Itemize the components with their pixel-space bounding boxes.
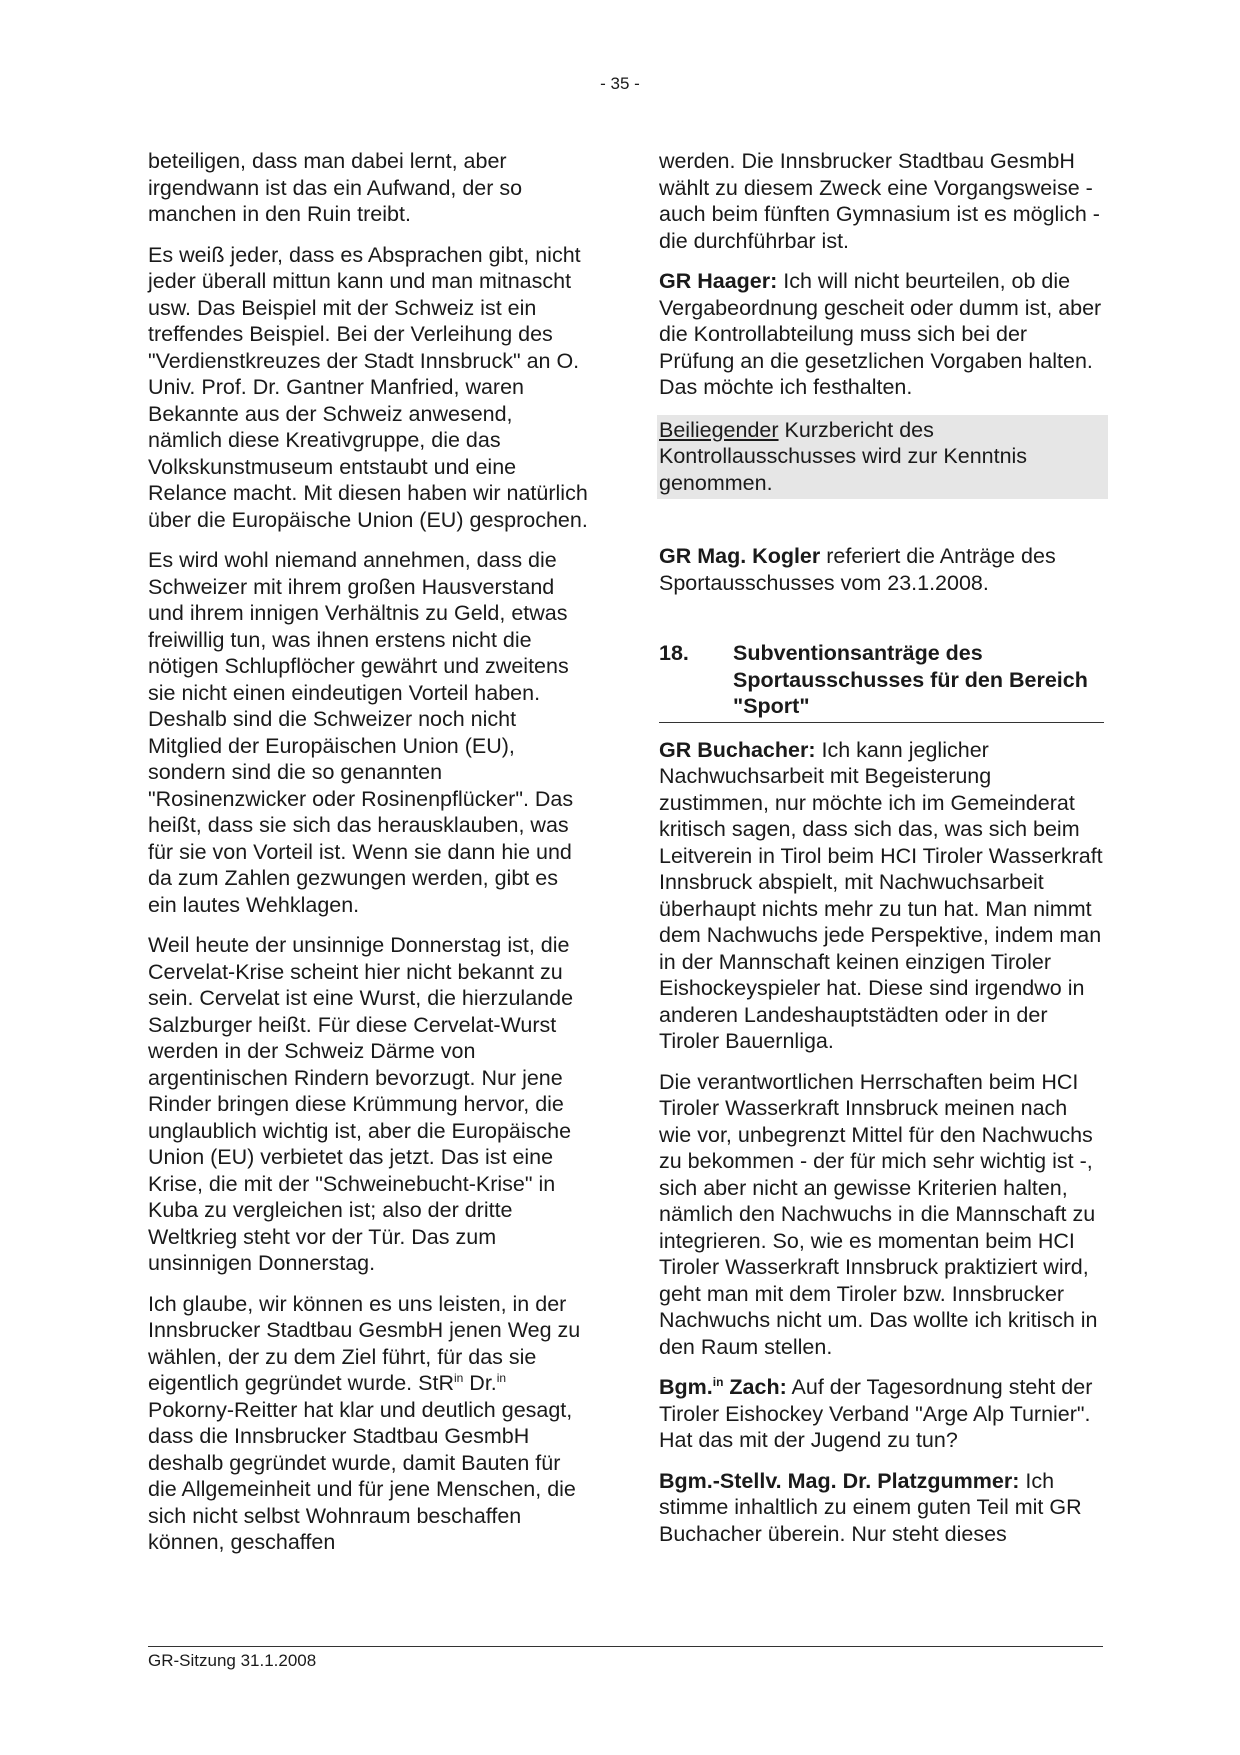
- speaker-name: GR Mag. Kogler: [659, 544, 821, 568]
- text-run: Bgm.: [659, 1375, 713, 1399]
- paragraph: beteiligen, dass man dabei lernt, aber irgendwann ist das ein Aufwand, der so manchen in den Ruin treibt.: [148, 149, 523, 226]
- speaker-name: [659, 1375, 787, 1399]
- footer-text: GR-Sitzung 31.1.2008: [148, 1651, 317, 1670]
- left-column: [148, 148, 588, 1570]
- paragraph: [659, 268, 1104, 401]
- footer-divider: [148, 1646, 1103, 1647]
- spacer: [659, 610, 1104, 640]
- superscript: in: [453, 1370, 464, 1385]
- agenda-item-heading: [659, 640, 1104, 723]
- text-run: Auf der Tagesordnung steht der Tiroler Eishockey Verband "Arge Alp Turnier". Hat das mit der Jugend zu tun?: [659, 1375, 1093, 1452]
- spacer: [659, 513, 1104, 543]
- superscript: in: [712, 1374, 724, 1389]
- paragraph: [659, 737, 1104, 1055]
- right-column: [659, 148, 1104, 1561]
- text-run: Zach:: [723, 1375, 787, 1399]
- agenda-title: Subventionsanträge des Sportausschusses für den Bereich "Sport": [733, 641, 1088, 718]
- underlined-word: Beiliegender: [659, 417, 779, 442]
- text-run: Ich kann jeglicher Nachwuchsarbeit mit Begeisterung zustimmen, nur möchte ich im Gemeinderat kritisch sagen, dass sich das, was sich beim Leitverein in Tirol beim HCI Tiroler Wasserkraft Innsbruck abspielt, mit Nachwuchsarbeit überhaupt nichts mehr zu tun hat. Man nimmt dem Nachwuchs jede Perspektive, indem man in der Mannschaft keinen einzigen Tiroler Eishockeyspieler hat. Diese sind irgendwo in anderen Landeshauptstädten oder in der Tiroler Bauernliga.: [659, 737, 1103, 1053]
- agenda-number: 18.: [659, 641, 689, 665]
- paragraph: Die verantwortlichen Herrschaften beim HCI Tiroler Wasserkraft Innsbruck meinen nach wie vor, unbegrenzt Mittel für den Nachwuchs zu bekommen - der für mich sehr wichtig ist -, sich aber nicht an gewisse Kriterien halten, nämlich den Nachwuchs in die Mannschaft zu integrieren. So, wie es momentan beim HCI Tiroler Wasserkraft Innsbruck praktiziert wird, geht man mit dem Tiroler bzw. Innsbrucker Nachwuchs nicht um. Das wollte ich kritisch in den Raum stellen.: [659, 1069, 1098, 1359]
- text-run: Ich will nicht beurteilen, ob die Vergabeordnung gescheit oder dumm ist, aber die Kontrollabteilung muss sich bei der Prüfung an die gesetzlichen Vorgaben halten. Das möchte ich festhalten.: [659, 269, 1102, 399]
- text-run: Ich stimme inhaltlich zu einem guten Teil mit GR Buchacher überein. Nur steht dieses: [659, 1468, 1082, 1546]
- text-run: Dr.: [463, 1371, 497, 1395]
- paragraph: [659, 1468, 1104, 1548]
- speaker-name: Bgm.-Stellv. Mag. Dr. Platzgummer:: [659, 1468, 1020, 1493]
- text-run: Kurzbericht des Kontrollausschusses wird zur Kenntnis genommen.: [659, 417, 1028, 495]
- paragraph: Es wird wohl niemand annehmen, dass die Schweizer mit ihrem großen Hausverstand und ihrem innigen Verhältnis zu Geld, etwas freiwillig tun, was ihnen erstens nicht die nötigen Schlupflöcher gewährt und zweitens sie nicht einen eindeutigen Vorteil haben. Deshalb sind die Schweizer noch nicht Mitglied der Europäischen Union (EU), sondern sind die so genannten "Rosinenzwicker oder Rosinenpflücker". Das heißt, dass sie sich das herausklauben, was für sie von Vorteil ist. Wenn sie dann hie und da zum Zahlen gezwungen werden, gibt es ein lautes Wehklagen.: [148, 548, 574, 917]
- paragraph: [148, 1291, 588, 1556]
- paragraph: [659, 1374, 1104, 1454]
- paragraph: werden. Die Innsbrucker Stadtbau GesmbH wählt zu diesem Zweck eine Vorgangsweise - auch beim fünften Gymnasium ist es möglich - die durchführbar ist.: [659, 149, 1100, 253]
- speaker-name: GR Haager:: [659, 269, 778, 293]
- superscript: in: [496, 1370, 507, 1385]
- paragraph: [659, 543, 1104, 596]
- paragraph: Weil heute der unsinnige Donnerstag ist, die Cervelat-Krise scheint hier nicht bekannt zu sein. Cervelat ist eine Wurst, die hierzulande Salzburger heißt. Für diese Cervelat-Wurst werden in der Schweiz Därme von argentinischen Rindern bevorzugt. Nur jene Rinder bringen diese Krümmung hervor, die unglaublich wichtig ist, aber die Europäische Union (EU) verbietet das jetzt. Das ist eine Krise, die mit der "Schweinebucht-Krise" in Kuba zu vergleichen ist; also der dritte Weltkrieg steht vor der Tür. Das zum unsinnigen Donnerstag.: [148, 933, 574, 1275]
- resolution-note: [657, 415, 1108, 500]
- paragraph: Es weiß jeder, dass es Absprachen gibt, nicht jeder überall mittun kann und man mitnascht usw. Das Beispiel mit der Schweiz ist ein treffendes Beispiel. Bei der Verleihung des "Verdienstkreuzes der Stadt Innsbruck" an O. Univ. Prof. Dr. Gantner Manfried, waren Bekannte aus der Schweiz anwesend, nämlich diese Kreativgruppe, die das Volkskunstmuseum entstaubt und eine Relance macht. Mit diesen haben wir natürlich über die Europäische Union (EU) gesprochen.: [148, 242, 588, 532]
- text-run: Ich glaube, wir können es uns leisten, in der Innsbrucker Stadtbau GesmbH jenen Weg zu wählen, der zu dem Ziel führt, für das sie eigentlich gegründet wurde. StR: [148, 1291, 581, 1395]
- text-run: referiert die Anträge des Sportausschusses vom 23.1.2008.: [659, 544, 1056, 595]
- page-number: - 35 -: [600, 74, 640, 93]
- speaker-name: GR Buchacher:: [659, 737, 816, 762]
- text-run: Pokorny-Reitter hat klar und deutlich gesagt, dass die Innsbrucker Stadtbau GesmbH deshalb gegründet wurde, damit Bauten für die Allgemeinheit und für jene Menschen, die sich nicht selbst Wohnraum beschaffen können, geschaffen: [148, 1397, 576, 1554]
